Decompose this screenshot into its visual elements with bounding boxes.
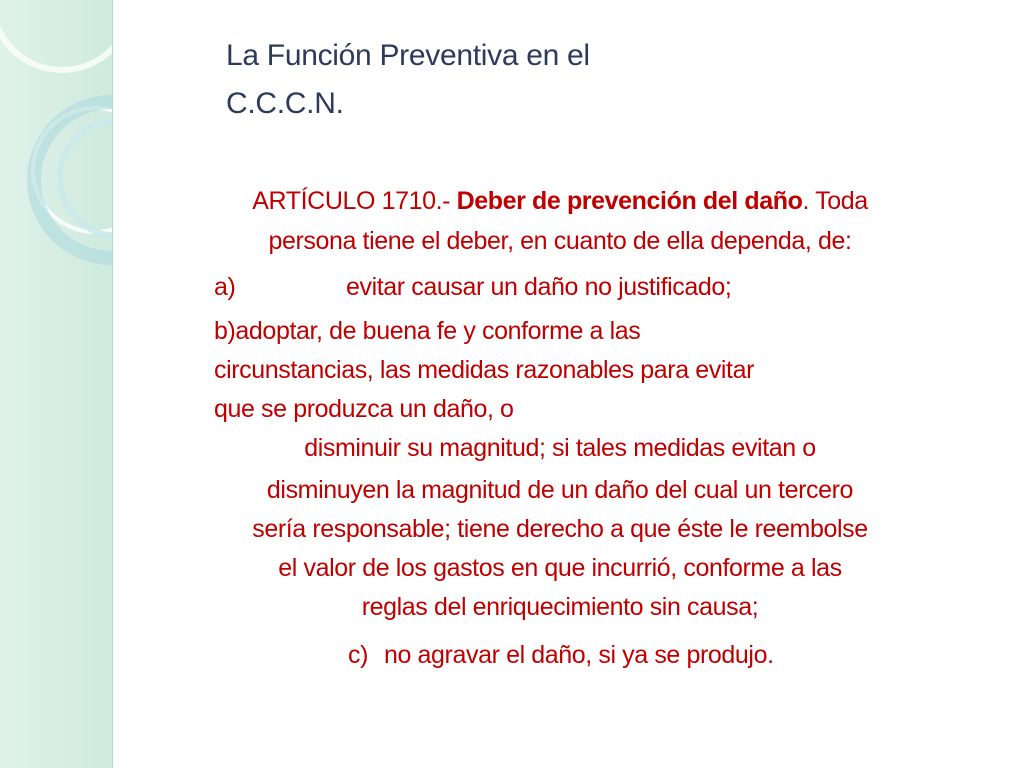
article-intro-line: persona tiene el deber, en cuanto de ella dependa, de: [268, 227, 852, 255]
article-heading: Deber de prevención del daño [456, 187, 803, 215]
decorative-sidebar [0, 0, 113, 768]
article-label: ARTÍCULO 1710.- [252, 187, 457, 215]
article-heading-line [160, 182, 960, 220]
title-line-2: C.C.C.N. [226, 87, 344, 120]
item-c-letter: c) [348, 641, 369, 669]
item-a-text: evitar causar un daño no justificado; [346, 273, 732, 301]
item-b-line-5: disminuyen la magnitud de un daño del cual un tercero [266, 476, 854, 504]
decorative-rings-icon [0, 0, 112, 768]
item-b-line-8: reglas del enriquecimiento sin causa; [361, 593, 759, 621]
item-b-line-4: disminuir su magnitud; si tales medidas evitan o [304, 434, 816, 462]
item-b-line-3: que se produzca un daño, o [214, 395, 514, 423]
item-c-text: no agravar el daño, si ya se produjo. [384, 641, 774, 669]
item-b-line-1: b)adoptar, de buena fe y conforme a las [214, 317, 641, 345]
item-b-line-6: sería responsable; tiene derecho a que éste le reembolse [252, 515, 868, 543]
slide-title [226, 32, 746, 128]
title-line-1: La Función Preventiva en el [226, 39, 590, 72]
item-b-line-7: el valor de los gastos en que incurrió, conforme a las [278, 554, 842, 582]
item-b-line-2: circunstancias, las medidas razonables para evitar [214, 356, 754, 384]
item-a-letter: a) [214, 273, 236, 301]
article-intro-rest: . Toda [802, 187, 868, 215]
